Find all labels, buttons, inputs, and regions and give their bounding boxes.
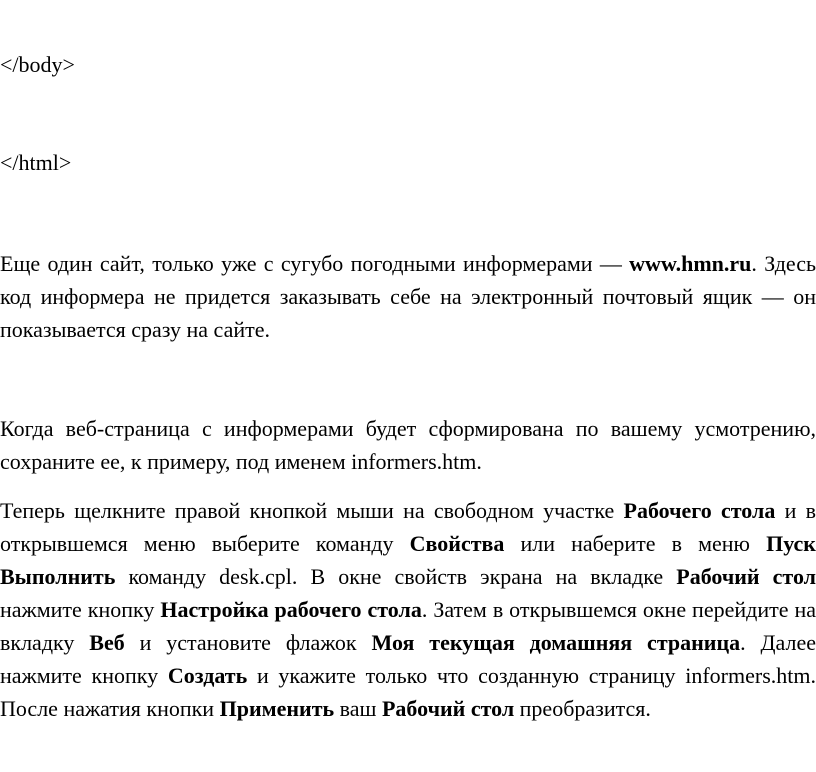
para3-text-11: преобразится. — [514, 696, 651, 721]
paragraph-desktop-instructions — [0, 494, 816, 725]
term-customize-desktop: Настройка рабочего стола — [160, 597, 422, 622]
para1-text-1: Еще один сайт, только уже с сугубо погодными информерами — — [0, 251, 630, 276]
code-line-html-close: </html> — [0, 150, 72, 175]
para3-text-8: . Далее нажмите кнопку — [0, 630, 816, 688]
term-desktop: Рабочего стола — [623, 498, 776, 523]
paragraph-save-page — [0, 412, 816, 478]
term-start-run: Пуск Выполнить — [0, 531, 816, 589]
code-line-body-close: </body> — [0, 52, 75, 77]
term-web-tab: Веб — [89, 630, 125, 655]
term-desktop-tab: Рабочий стол — [676, 564, 816, 589]
para3-text-10: ваш — [334, 696, 382, 721]
term-create: Создать — [167, 663, 248, 688]
para3-text-2: и в открывшемся меню выберите команду — [0, 498, 816, 556]
term-properties: Свойства — [409, 531, 505, 556]
para3-text-6: . Затем в открывшемся окне перейдите на вкладку — [0, 597, 816, 655]
para3-text-5: нажмите кнопку — [0, 597, 161, 622]
para3-text-1: Теперь щелкните правой кнопкой мыши на свободном участке — [0, 498, 624, 523]
paragraph-weather-site — [0, 247, 816, 346]
para3-text-3: или наберите в меню — [504, 531, 767, 556]
para3-text-4: команду desk.cpl. В окне свойств экрана на вкладке — [115, 564, 677, 589]
term-desktop-final: Рабочий стол — [381, 696, 515, 721]
para1-text-2: . Здесь код информера не придется заказывать себе на электронный почтовый ящик — он показывается сразу на сайте. — [0, 251, 816, 342]
term-apply: Применить — [219, 696, 335, 721]
para3-text-9: и укажите только что созданную страницу informers.htm. После нажатия кнопки — [0, 663, 816, 721]
para3-text-7: и установите флажок — [124, 630, 372, 655]
site-link-text: www.hmn.ru — [629, 251, 752, 276]
para2-text-1: Когда веб-страница с информерами будет сформирована по вашему усмотрению, сохраните ее, к примеру, под именем informers.htm. — [0, 416, 816, 474]
term-my-home-page: Моя текущая домашняя страница — [371, 630, 741, 655]
